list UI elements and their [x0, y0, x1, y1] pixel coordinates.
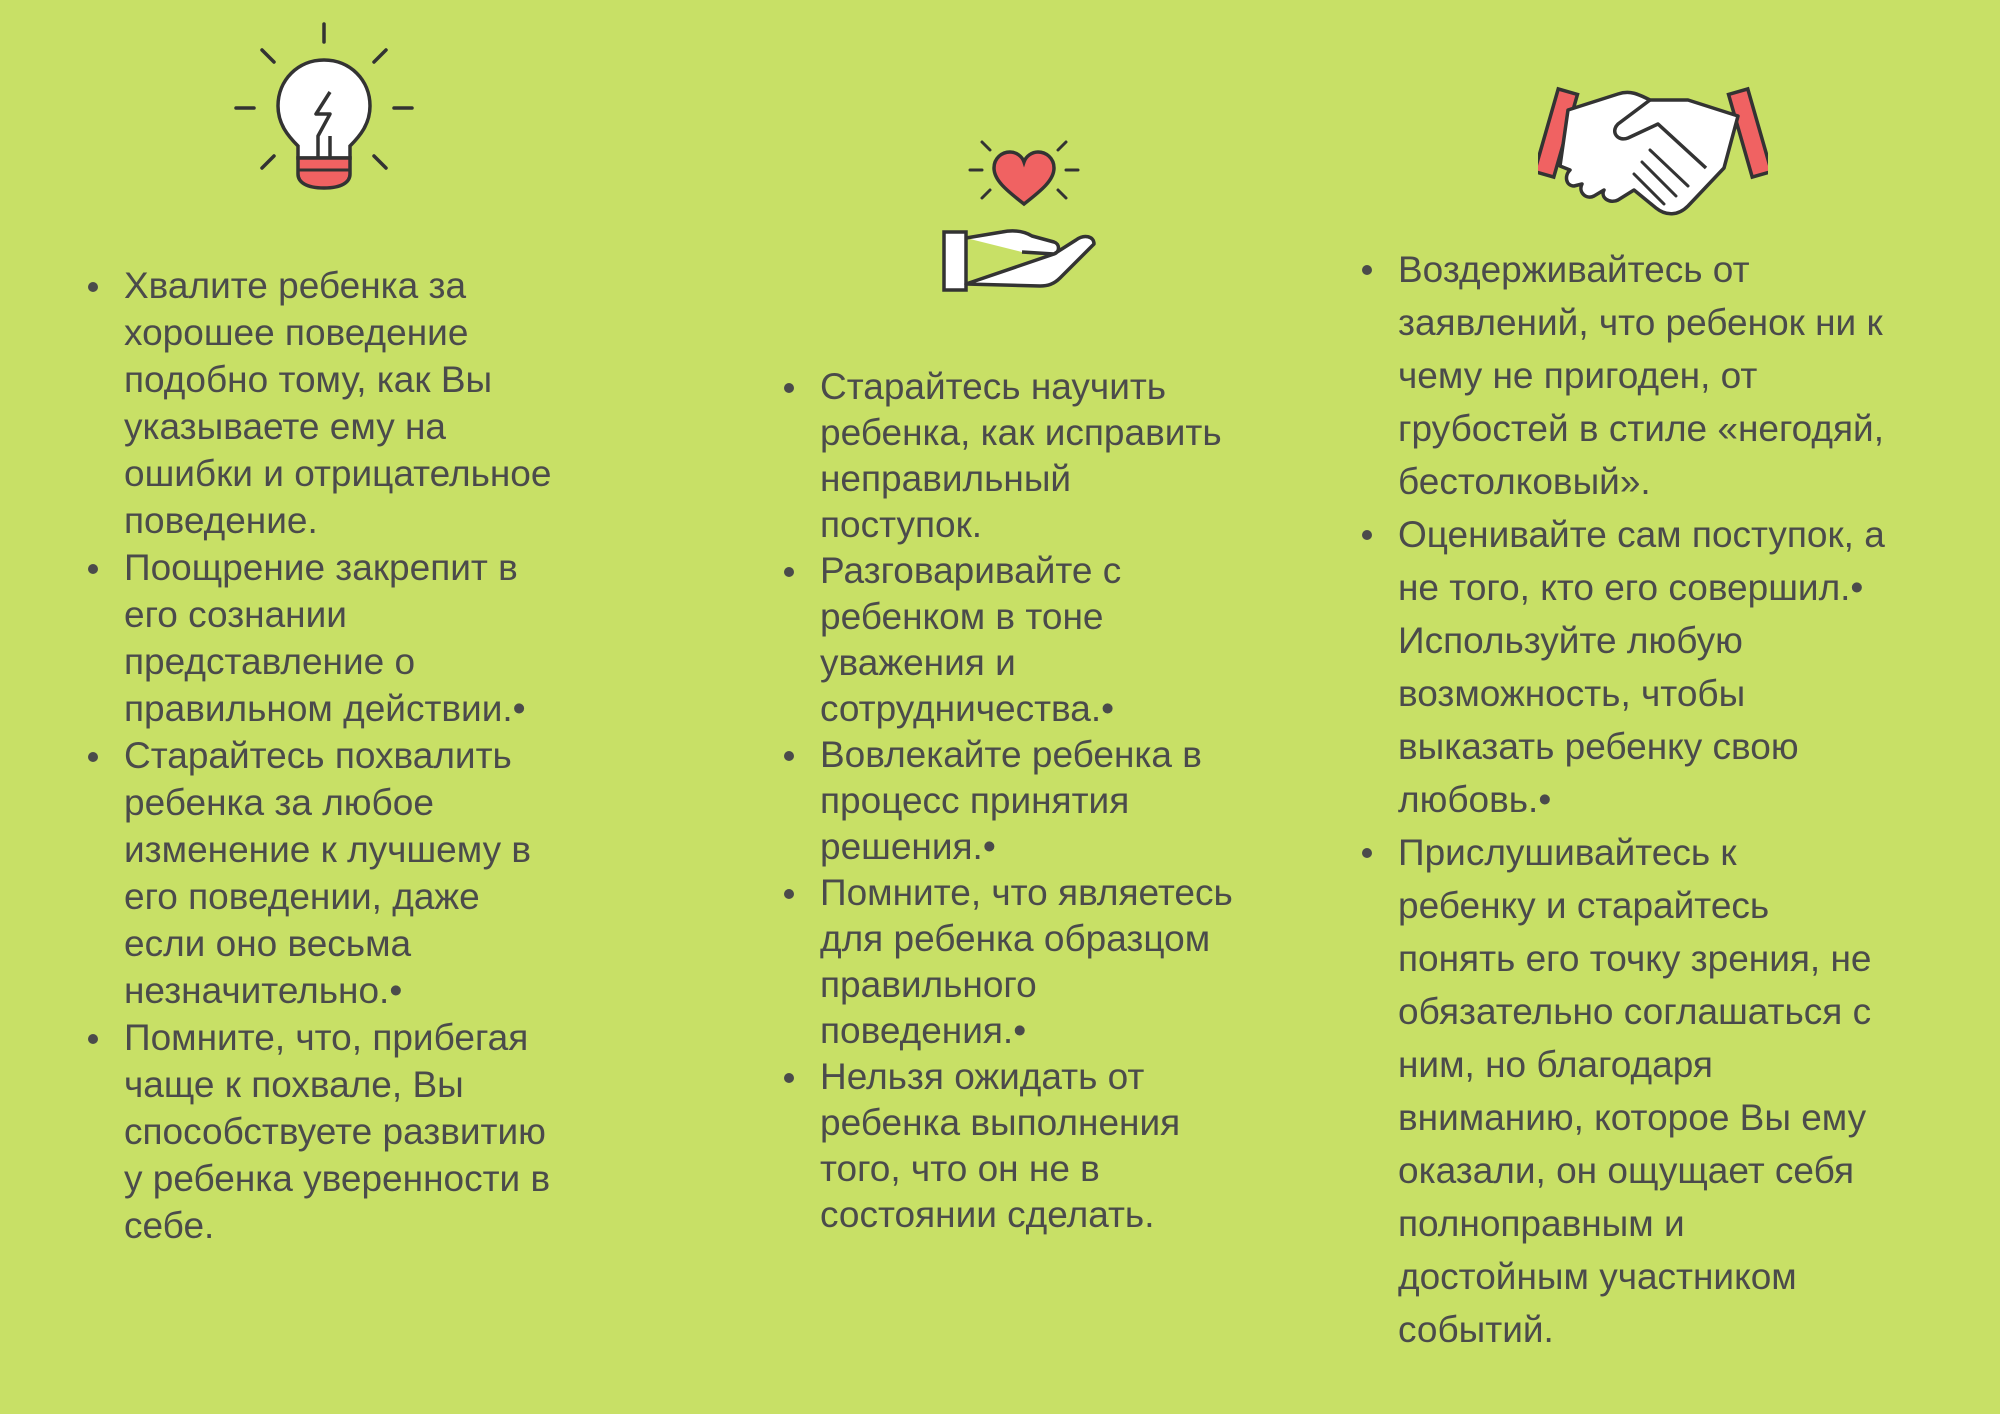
- list-item: Оценивайте сам поступок, а не того, кто его совершил.• Используйте любую возможность, чтобы выказать ребенку свою любовь.•: [1358, 508, 1978, 826]
- lightbulb-icon: [230, 16, 420, 196]
- list-item: Старайтесь похвалить ребенка за любое изменение к лучшему в его поведении, даже если оно весьма незначительно.•: [84, 732, 664, 1014]
- list-item: Помните, что, прибегая чаще к похвале, Вы способствуете развитию у ребенка уверенности в себе.: [84, 1014, 664, 1249]
- tips-column-3: [1358, 243, 1978, 1356]
- list-item: Вовлекайте ребенка в процесс принятия решения.•: [780, 732, 1340, 870]
- list-item: Воздерживайтесь от заявлений, что ребенок ни к чему не пригоден, от грубостей в стиле «негодяй, бестолковый».: [1358, 243, 1978, 508]
- list-item: Старайтесь научить ребенка, как исправить неправильный поступок.: [780, 364, 1340, 548]
- list-item: Поощрение закрепит в его сознании представление о правильном действии.•: [84, 544, 664, 732]
- tips-column-1: [84, 262, 664, 1249]
- list-item: Разговаривайте с ребенком в тоне уважения и сотрудничества.•: [780, 548, 1340, 732]
- tips-column-2: [780, 364, 1340, 1238]
- heart-in-hand-icon: [936, 132, 1116, 302]
- list-item: Прислушивайтесь к ребенку и старайтесь понять его точку зрения, не обязательно соглашаться с ним, но благодаря вниманию, которое Вы ему оказали, он ощущает себя полноправным и достойным участником событий.: [1358, 826, 1978, 1356]
- handshake-icon: [1538, 76, 1768, 226]
- list-item: Нельзя ожидать от ребенка выполнения того, что он не в состоянии сделать.: [780, 1054, 1340, 1238]
- list-item: Хвалите ребенка за хорошее поведение подобно тому, как Вы указываете ему на ошибки и отрицательное поведение.: [84, 262, 664, 544]
- list-item: Помните, что являетесь для ребенка образцом правильного поведения.•: [780, 870, 1340, 1054]
